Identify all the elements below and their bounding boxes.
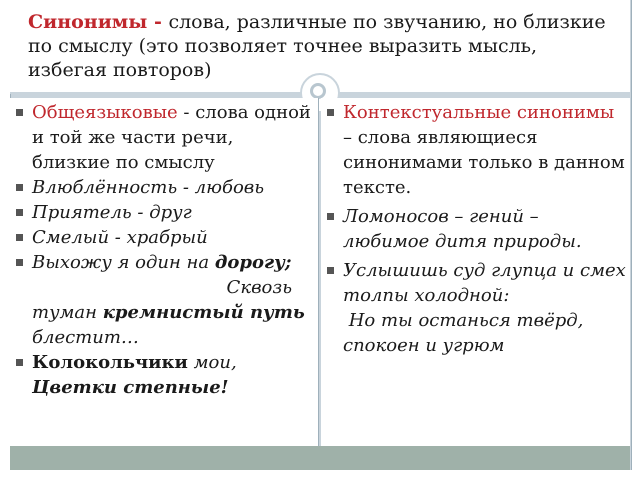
slide-title (28, 10, 618, 82)
list-item (321, 100, 626, 200)
poem-bold-phrase: кремнистый путь (102, 302, 305, 323)
common-synonyms-definition: - слова одной и той же части речи, близкие по смыслу (32, 102, 311, 173)
poem-line-2: Сквозь (226, 277, 292, 298)
poem-line-1: Выхожу я один на (32, 252, 215, 273)
left-column (10, 98, 319, 446)
right-list (321, 98, 630, 358)
title-definition: слова, различные по звучанию, но близкие по смыслу (это позволяет точнее выразить мысль, избегая повторов) (28, 11, 606, 81)
poem2-line-2: Цветки степные! (32, 377, 229, 398)
poem3-line-2: Но ты останься твёрд, спокоен и угрюм (343, 310, 584, 356)
left-list (10, 98, 318, 400)
bottom-band (10, 446, 630, 470)
right-column (321, 98, 630, 446)
list-item: Смелый - храбрый (10, 225, 312, 250)
poem2-bold-word: Колокольчики (32, 352, 188, 373)
list-item (10, 350, 312, 400)
list-item: Приятель - друг (10, 200, 312, 225)
list-item: Влюблённость - любовь (10, 175, 312, 200)
poem-bold-word: дорогу; (214, 252, 292, 273)
poem-line-3-end: блестит… (32, 327, 139, 348)
title-dash: - (147, 11, 169, 33)
list-item: Ломоносов – гений – любимое дитя природы. (321, 204, 626, 254)
poem2-line-1: мои, (187, 352, 237, 373)
poem3-line-1: Услышишь суд глупца и смех толпы холодной: (343, 260, 626, 306)
contextual-synonyms-term: Контекстуальные синонимы (343, 102, 615, 123)
list-item (321, 258, 626, 358)
list-item (10, 250, 312, 350)
list-item (10, 100, 312, 175)
poem-line-3: туман (32, 302, 103, 323)
common-synonyms-term: Общеязыковые (32, 102, 178, 123)
contextual-synonyms-definition: – слова являющиеся синонимами только в данном тексте. (343, 127, 625, 198)
title-term: Синонимы (28, 11, 148, 33)
